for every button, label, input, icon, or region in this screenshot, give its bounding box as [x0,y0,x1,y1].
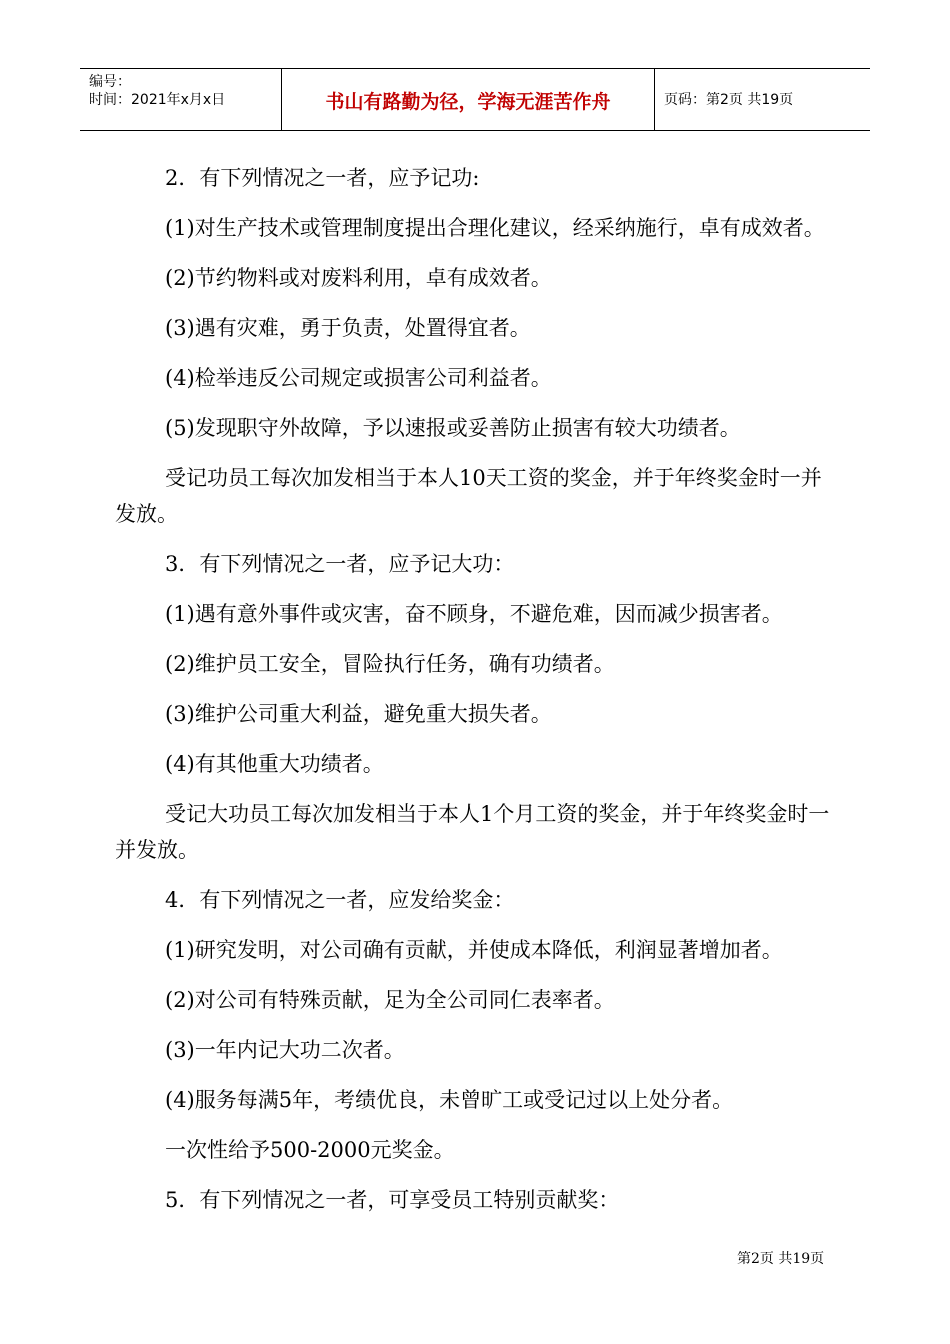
body-paragraph: 一次性给予500-2000元奖金。 [165,1138,455,1162]
section-heading: 5．有下列情况之一者，可享受员工特别贡献奖： [165,1188,620,1212]
header-motto-cell [282,69,655,130]
section-heading: 2．有下列情况之一者，应予记功: [165,166,480,190]
list-item: (1)对生产技术或管理制度提出合理化建议，经采纳施行，卓有成效者。 [165,216,825,240]
list-item: (1)遇有意外事件或灾害，奋不顾身，不避危难，因而减少损害者。 [165,602,783,626]
document-number-label: 编号： [89,74,131,90]
list-item: (4)服务每满5年，考绩优良，未曾旷工或受记过以上处分者。 [165,1088,734,1112]
list-item: (2)维护员工安全，冒险执行任务，确有功绩者。 [165,652,615,676]
list-item: (4)检举违反公司规定或损害公司利益者。 [165,366,552,390]
list-item: (3)遇有灾难，勇于负责，处置得宜者。 [165,316,531,340]
list-item: (2)对公司有特殊贡献，足为全公司同仁表率者。 [165,988,615,1012]
section-heading: 3．有下列情况之一者，应予记大功： [165,552,515,576]
list-item: (5)发现职守外故障，予以速报或妥善防止损害有较大功绩者。 [165,416,741,440]
list-item: (2)节约物料或对废料利用，卓有成效者。 [165,266,552,290]
body-paragraph: 受记功员工每次加发相当于本人10天工资的奖金，并于年终奖金时一并发放。 [115,466,822,526]
list-item: (3)一年内记大功二次者。 [165,1038,405,1062]
section-heading: 4．有下列情况之一者，应发给奖金： [165,888,515,912]
list-item: (4)有其他重大功绩者。 [165,752,384,776]
list-item: (1)研究发明，对公司确有贡献，并使成本降低，利润显著增加者。 [165,938,783,962]
header-page-cell [655,69,870,130]
header-page-number: 页码：第2页 共19页 [664,92,794,108]
body-paragraph: 受记大功员工每次加发相当于本人1个月工资的奖金，并于年终奖金时一并发放。 [115,802,830,862]
page-header [80,68,870,131]
list-item: (3)维护公司重大利益，避免重大损失者。 [165,702,552,726]
header-motto: 书山有路勤为径，学海无涯苦作舟 [325,91,611,113]
header-meta-cell [80,69,282,130]
document-time-label: 时间：2021年x月x日 [89,92,226,108]
page-footer: 第2页 共19页 [737,1251,825,1267]
document-body [115,160,840,1232]
